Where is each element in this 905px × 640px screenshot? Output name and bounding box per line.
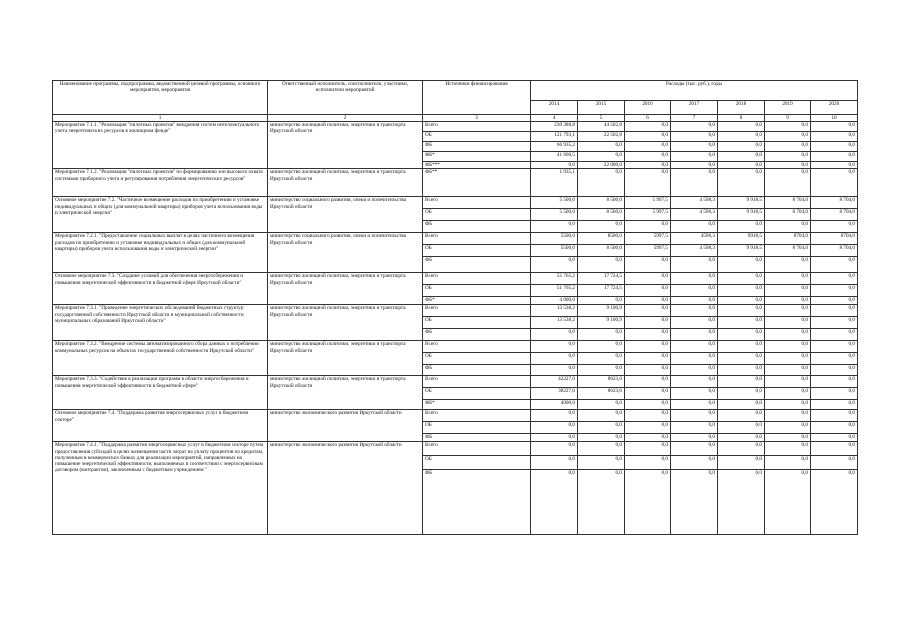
expense-value: 9918,5 [718, 233, 765, 245]
table-row [53, 122, 858, 132]
expense-value: 0,0 [811, 422, 858, 434]
measure-name: Мероприятие 7.3.1. "Проведение энергетических обследований бюджетных структур государственной собственности Иркутской области и муниципальной собственности муниципальных образований Иркутской области" [53, 305, 268, 341]
expense-value: 9 918,5 [718, 245, 765, 257]
expense-value: 0,0 [718, 297, 765, 305]
expense-value: 0,0 [531, 422, 578, 434]
expense-value: 0,0 [671, 410, 718, 422]
expense-value: 0,0 [625, 305, 671, 317]
expense-value: 44 502,8 [578, 122, 625, 132]
expense-value: 8 500,0 [578, 245, 625, 257]
measure-executor: министерство жилищной политики, энергетики и транспорта Иркутской области [268, 122, 423, 169]
expense-value: 0,0 [578, 142, 625, 152]
expense-value: 0,0 [718, 353, 765, 365]
expense-value: 5 997,5 [625, 197, 671, 209]
funding-source: ФБ [423, 470, 531, 535]
expense-value: 0,0 [671, 152, 718, 162]
expense-value: 0,0 [765, 365, 811, 376]
header-year: 2014 [531, 101, 578, 115]
expense-value: 0,0 [811, 470, 858, 535]
measure-executor: министерство социального развития, опеки и попечительства Иркутской области [268, 197, 423, 233]
expense-value: 0,0 [811, 400, 858, 410]
expense-value: 42227,0 [531, 376, 578, 388]
expense-value: 0,0 [718, 285, 765, 297]
expense-value: 0,0 [625, 442, 671, 456]
table-row [53, 376, 858, 388]
expense-value: 0,0 [811, 152, 858, 162]
expense-value: 0,0 [578, 434, 625, 442]
expense-value: 0,0 [811, 434, 858, 442]
expense-value: 0,0 [625, 422, 671, 434]
funding-source: Всего [423, 122, 531, 132]
expense-value: 0,0 [578, 341, 625, 353]
expense-value: 0,0 [765, 169, 811, 197]
funding-source: ОБ [423, 353, 531, 365]
expense-value: 0,0 [531, 410, 578, 422]
table-row [53, 442, 858, 456]
expense-value: 9 100,9 [578, 317, 625, 329]
expense-value: 0,0 [671, 434, 718, 442]
expense-value: 0,0 [671, 388, 718, 400]
expense-value: 8 704,0 [811, 245, 858, 257]
header-year: 2018 [718, 101, 765, 115]
funding-source: Всего [423, 410, 531, 422]
expense-value: 0,0 [811, 442, 858, 456]
expense-value: 0,0 [531, 329, 578, 341]
expense-value: 55 765,2 [531, 273, 578, 285]
expense-value: 0,0 [811, 297, 858, 305]
expense-value: 0,0 [811, 376, 858, 388]
funding-source: ОБ [423, 209, 531, 221]
header-year: 2019 [765, 101, 811, 115]
expense-value: 0,0 [811, 132, 858, 142]
expense-value: 0,0 [811, 305, 858, 317]
table-row [53, 305, 858, 317]
expense-value: 0,0 [811, 221, 858, 233]
expense-value: 0,0 [671, 162, 718, 169]
expense-value: 0,0 [625, 317, 671, 329]
expense-value: 0,0 [578, 456, 625, 470]
expense-value: 8 500,0 [578, 197, 625, 209]
expense-value: 41 660,5 [531, 152, 578, 162]
expense-value: 0,0 [811, 162, 858, 169]
funding-source: ФБ** [423, 169, 531, 197]
measure-executor: министерство жилищной политики, энергетики и транспорта Иркутской области [268, 376, 423, 410]
expense-value: 0,0 [765, 132, 811, 142]
funding-source: Всего [423, 197, 531, 209]
funding-source: Всего [423, 273, 531, 285]
expense-value: 9 100,9 [578, 305, 625, 317]
expense-value: 0,0 [671, 353, 718, 365]
measure-name: Мероприятие 7.1.2. "Реализация "пилотных проектов" по формированию зон высокого охвата системами приборного учета и регулирования потребления энергетических ресурсов" [53, 169, 268, 197]
expense-value: 0,0 [765, 410, 811, 422]
expense-value: 0,0 [765, 152, 811, 162]
measure-name: Основное мероприятие 7.3. "Создание условий для обеспечения энергосбережения и повышения энергетической эффективности в бюджетной сфере Иркутской области" [53, 273, 268, 305]
expense-value: 0,0 [671, 329, 718, 341]
expense-value: 0,0 [578, 329, 625, 341]
funding-source: ФБ [423, 434, 531, 442]
measure-executor: министерство жилищной политики, энергетики и транспорта Иркутской области [268, 341, 423, 376]
expense-value: 0,0 [718, 257, 765, 273]
expense-value: 0,0 [625, 353, 671, 365]
expense-value: 0,0 [765, 376, 811, 388]
expense-value: 0,0 [671, 142, 718, 152]
column-number: 5 [578, 115, 625, 122]
expense-value: 9 918,5 [718, 197, 765, 209]
funding-source: ФБ* [423, 152, 531, 162]
expense-value: 0,0 [625, 162, 671, 169]
expense-value: 0,0 [671, 470, 718, 535]
expense-value: 0,0 [811, 169, 858, 197]
expense-value: 17 724,5 [578, 285, 625, 297]
expense-value: 0,0 [765, 257, 811, 273]
funding-source: ОБ [423, 132, 531, 142]
expense-value: 0,0 [671, 285, 718, 297]
header-year: 2017 [671, 101, 718, 115]
expense-value: 0,0 [811, 388, 858, 400]
expense-value: 0,0 [718, 422, 765, 434]
funding-source: ФБ*** [423, 162, 531, 169]
expense-value: 0,0 [718, 365, 765, 376]
expense-value: 0,0 [531, 341, 578, 353]
expense-value: 0,0 [531, 257, 578, 273]
column-number: 9 [765, 115, 811, 122]
expense-value: 0,0 [578, 470, 625, 535]
funding-source: ОБ [423, 422, 531, 434]
expense-value: 0,0 [625, 273, 671, 285]
expense-value: 0,0 [765, 162, 811, 169]
expense-value: 0,0 [671, 341, 718, 353]
expense-value: 38227,0 [531, 388, 578, 400]
expense-value: 0,0 [811, 317, 858, 329]
measure-name: Мероприятие 7.3.2. "Внедрение системы автоматизированного сбора данных о потреблении коммунальных ресурсов на объектах государственной собственности Иркутской области" [53, 341, 268, 376]
expense-value: 0,0 [718, 410, 765, 422]
expense-value: 8 704,0 [765, 197, 811, 209]
expense-value: 0,0 [625, 297, 671, 305]
expense-value: 0,0 [578, 221, 625, 233]
budget-table [52, 80, 858, 535]
measure-executor: министерство жилищной политики, энергетики и транспорта Иркутской области [268, 305, 423, 341]
expense-value: 0,0 [671, 257, 718, 273]
expense-value: 66 935,2 [531, 142, 578, 152]
expense-value: 5997,5 [625, 233, 671, 245]
expense-value: 0,0 [578, 400, 625, 410]
expense-value: 0,0 [671, 132, 718, 142]
expense-value: 0,0 [671, 317, 718, 329]
expense-value: 5 500,0 [531, 197, 578, 209]
measure-name: Мероприятие 7.2.1. "Предоставление социальных выплат в целях частичного возмещения расходов по приобретению и установке индивидуальных и общих (для коммунальной квартиры) приборов учета использования воды и электрической энергии" [53, 233, 268, 273]
expense-value: 0,0 [625, 400, 671, 410]
column-number: 10 [811, 115, 858, 122]
funding-source: ФБ* [423, 400, 531, 410]
table-row [53, 169, 858, 197]
expense-value: 0,0 [531, 442, 578, 456]
measure-name: Мероприятие 7.4.1. "Поддержка развития энергосервисных услуг в бюджетном секторе путем предоставления субсидий в целях возмещения части затрат на уплату процентов по кредитам, полученным в коммерческих банках для реализации мероприятий, направленных на повышение энергетической эффективности, выполняемых в соответствии с энергосервисным договором (контрактом), заключенным с бюджетным учреждением " [53, 442, 268, 535]
funding-source: ОБ [423, 388, 531, 400]
funding-source: ФБ [423, 257, 531, 273]
measure-name: Основное мероприятие 7.2. "Частичное возмещение расходов по приобретению и установке индивидуальных и общих (для коммунальной квартиры) приборов учета использования воды и электрической энергии" [53, 197, 268, 233]
expense-value: 0,0 [578, 152, 625, 162]
expense-value: 0,0 [718, 273, 765, 285]
expense-value: 0,0 [578, 257, 625, 273]
expense-value: 5 997,5 [625, 209, 671, 221]
column-number: 6 [625, 115, 671, 122]
funding-source: ФБ [423, 329, 531, 341]
expense-value: 0,0 [625, 434, 671, 442]
expense-value: 0,0 [765, 329, 811, 341]
expense-value: 0,0 [671, 422, 718, 434]
expense-value: 8704,0 [765, 233, 811, 245]
header-expenses: Расходы (тыс. руб.), годы [531, 81, 858, 101]
expense-value: 0,0 [811, 257, 858, 273]
expense-value: 0,0 [718, 329, 765, 341]
expense-value: 0,0 [765, 305, 811, 317]
expense-value: 0,0 [531, 353, 578, 365]
expense-value: 0,0 [625, 388, 671, 400]
expense-value: 22 502,8 [578, 132, 625, 142]
header-executor: Ответственный исполнитель, соисполнители, участники, исполнители мероприятий [268, 81, 423, 115]
expense-value: 0,0 [718, 142, 765, 152]
expense-value: 0,0 [625, 257, 671, 273]
expense-value: 0,0 [718, 442, 765, 456]
expense-value: 0,0 [625, 221, 671, 233]
measure-executor: министерство экономического развития Иркутской области [268, 410, 423, 442]
funding-source: ОБ [423, 245, 531, 257]
expense-value: 8623,6 [578, 388, 625, 400]
expense-value: 4 598,3 [671, 197, 718, 209]
expense-value: 17 724,5 [578, 273, 625, 285]
expense-value: 8500,0 [578, 233, 625, 245]
expense-value: 0,0 [671, 365, 718, 376]
expense-value: 0,0 [531, 365, 578, 376]
expense-value: 0,0 [671, 122, 718, 132]
funding-source: ОБ [423, 456, 531, 470]
expense-value: 0,0 [765, 142, 811, 152]
expense-value: 0,0 [578, 353, 625, 365]
measure-name: Мероприятие 7.3.3. "Содействие в реализации программ в области энергосбережения и повышения энергетической эффективности в бюджетной сфере" [53, 376, 268, 410]
funding-source: ОБ [423, 285, 531, 297]
expense-value: 0,0 [765, 442, 811, 456]
expense-value: 230 388,8 [531, 122, 578, 132]
expense-value: 8 704,0 [765, 209, 811, 221]
expense-value: 0,0 [578, 410, 625, 422]
expense-value: 4 598,3 [671, 209, 718, 221]
expense-value: 0,0 [578, 365, 625, 376]
expense-value: 0,0 [765, 317, 811, 329]
expense-value: 0,0 [578, 297, 625, 305]
expense-value: 0,0 [718, 152, 765, 162]
expense-value: 0,0 [671, 221, 718, 233]
expense-value: 5500,0 [531, 245, 578, 257]
expense-value: 0,0 [625, 456, 671, 470]
expense-value: 0,0 [625, 341, 671, 353]
expense-value: 0,0 [811, 410, 858, 422]
expense-value: 0,0 [765, 297, 811, 305]
expense-value: 0,0 [625, 169, 671, 197]
expense-value: 4 598,3 [671, 245, 718, 257]
expense-value: 0,0 [671, 376, 718, 388]
table-body [53, 122, 858, 535]
expense-value: 0,0 [718, 434, 765, 442]
expense-value: 0,0 [671, 442, 718, 456]
expense-value: 0,0 [578, 169, 625, 197]
expense-value: 0,0 [671, 297, 718, 305]
expense-value: 5 500,0 [531, 209, 578, 221]
expense-value: 0,0 [718, 341, 765, 353]
funding-source: ОБ [423, 317, 531, 329]
funding-source: ФБ [423, 365, 531, 376]
funding-source: Всего [423, 442, 531, 456]
expense-value: 0,0 [625, 285, 671, 297]
expense-value: 0,0 [625, 410, 671, 422]
expense-value: 0,0 [671, 273, 718, 285]
expense-value: 0,0 [718, 388, 765, 400]
table-row [53, 273, 858, 285]
expense-value: 0,0 [811, 365, 858, 376]
expense-value: 0,0 [531, 434, 578, 442]
expense-value: 0,0 [765, 341, 811, 353]
expense-value: 0,0 [531, 221, 578, 233]
expense-value: 0,0 [625, 329, 671, 341]
column-number: 7 [671, 115, 718, 122]
funding-source: ФБ [423, 221, 531, 233]
expense-value: 0,0 [765, 470, 811, 535]
expense-value: 22 000,0 [578, 162, 625, 169]
expense-value: 0,0 [765, 273, 811, 285]
expense-value: 0,0 [625, 365, 671, 376]
expense-value: 13 538,2 [531, 317, 578, 329]
header-source: Источники финансирования [423, 81, 531, 115]
expense-value: 0,0 [625, 376, 671, 388]
expense-value: 0,0 [578, 442, 625, 456]
table-row [53, 197, 858, 209]
expense-value: 0,0 [811, 329, 858, 341]
expense-value: 0,0 [765, 122, 811, 132]
funding-source: Всего [423, 341, 531, 353]
expense-value: 0,0 [718, 169, 765, 197]
expense-value: 0,0 [625, 152, 671, 162]
expense-value: 0,0 [531, 162, 578, 169]
expense-value: 8 500,0 [578, 209, 625, 221]
expense-value: 0,0 [811, 142, 858, 152]
expense-value: 0,0 [718, 132, 765, 142]
expense-value: 0,0 [718, 400, 765, 410]
funding-source: Всего [423, 233, 531, 245]
expense-value: 8623,6 [578, 376, 625, 388]
expense-value: 0,0 [671, 305, 718, 317]
expense-value: 0,0 [578, 422, 625, 434]
expense-value: 8 704,0 [811, 209, 858, 221]
expense-value: 0,0 [625, 122, 671, 132]
expense-value: 5500,0 [531, 233, 578, 245]
expense-value: 0,0 [811, 285, 858, 297]
expense-value: 0,0 [531, 470, 578, 535]
expense-value: 5997,5 [625, 245, 671, 257]
expense-value: 0,0 [811, 341, 858, 353]
funding-source: Всего [423, 305, 531, 317]
expense-value: 51 765,2 [531, 285, 578, 297]
measure-executor: министерство жилищной политики, энергетики и транспорта Иркутской области [268, 273, 423, 305]
expense-value: 0,0 [811, 353, 858, 365]
expense-value: 0,0 [671, 456, 718, 470]
funding-source: ФБ [423, 142, 531, 152]
expense-value: 0,0 [765, 456, 811, 470]
header-name: Наименование программы, подпрограммы, ведомственной целевой программы, основного мероприятия, мероприятия [53, 81, 268, 115]
measure-executor: министерство экономического развития Иркутской области [268, 442, 423, 535]
header-year: 2015 [578, 101, 625, 115]
expense-value: 8704,0 [811, 233, 858, 245]
table-row [53, 410, 858, 422]
expense-value: 13 538,2 [531, 305, 578, 317]
header-year: 2020 [811, 101, 858, 115]
expense-value: 0,0 [718, 470, 765, 535]
column-number: 1 [53, 115, 268, 122]
measure-name: Основное мероприятие 7.4. "Поддержка развития энергосервисных услуг в бюджетном секторе" [53, 410, 268, 442]
expense-value: 0,0 [765, 285, 811, 297]
expense-value: 8 704,0 [811, 197, 858, 209]
expense-value: 0,0 [718, 317, 765, 329]
expense-value: 0,0 [765, 400, 811, 410]
table-row [53, 341, 858, 353]
expense-value: 1 935,1 [531, 169, 578, 197]
expense-value: 0,0 [625, 132, 671, 142]
expense-value: 0,0 [531, 456, 578, 470]
expense-value: 0,0 [671, 169, 718, 197]
expense-value: 0,0 [811, 122, 858, 132]
expense-value: 0,0 [765, 434, 811, 442]
expense-value: 4 000,0 [531, 297, 578, 305]
expense-value: 0,0 [718, 162, 765, 169]
measure-executor: министерство социального развития, опеки и попечительства Иркутской области [268, 233, 423, 273]
funding-source: Всего [423, 376, 531, 388]
funding-source: ФБ* [423, 297, 531, 305]
expense-value: 0,0 [811, 456, 858, 470]
measure-executor: министерство жилищной политики, энергетики и транспорта Иркутской области [268, 169, 423, 197]
expense-value: 9 918,5 [718, 209, 765, 221]
expense-value: 0,0 [718, 221, 765, 233]
column-number: 2 [268, 115, 423, 122]
column-number: 8 [718, 115, 765, 122]
expense-value: 0,0 [625, 470, 671, 535]
expense-value: 0,0 [765, 221, 811, 233]
expense-value: 121 793,1 [531, 132, 578, 142]
measure-name: Мероприятие 7.1.1. "Реализация "пилотных проектов" внедрения систем интеллектуального учета энергетических ресурсов в жилищном фонде" [53, 122, 268, 169]
expense-value: 8 704,0 [765, 245, 811, 257]
expense-value: 0,0 [671, 400, 718, 410]
expense-value: 0,0 [765, 422, 811, 434]
expense-value: 4598,3 [671, 233, 718, 245]
column-number: 4 [531, 115, 578, 122]
header-year: 2016 [625, 101, 671, 115]
expense-value: 0,0 [765, 388, 811, 400]
expense-value: 0,0 [718, 305, 765, 317]
expense-value: 0,0 [718, 376, 765, 388]
table-row [53, 233, 858, 245]
expense-value: 0,0 [718, 456, 765, 470]
table-header [53, 81, 858, 122]
expense-value: 4000,0 [531, 400, 578, 410]
column-number: 3 [423, 115, 531, 122]
expense-value: 0,0 [765, 353, 811, 365]
expense-value: 0,0 [625, 142, 671, 152]
expense-value: 0,0 [811, 273, 858, 285]
expense-value: 0,0 [718, 122, 765, 132]
